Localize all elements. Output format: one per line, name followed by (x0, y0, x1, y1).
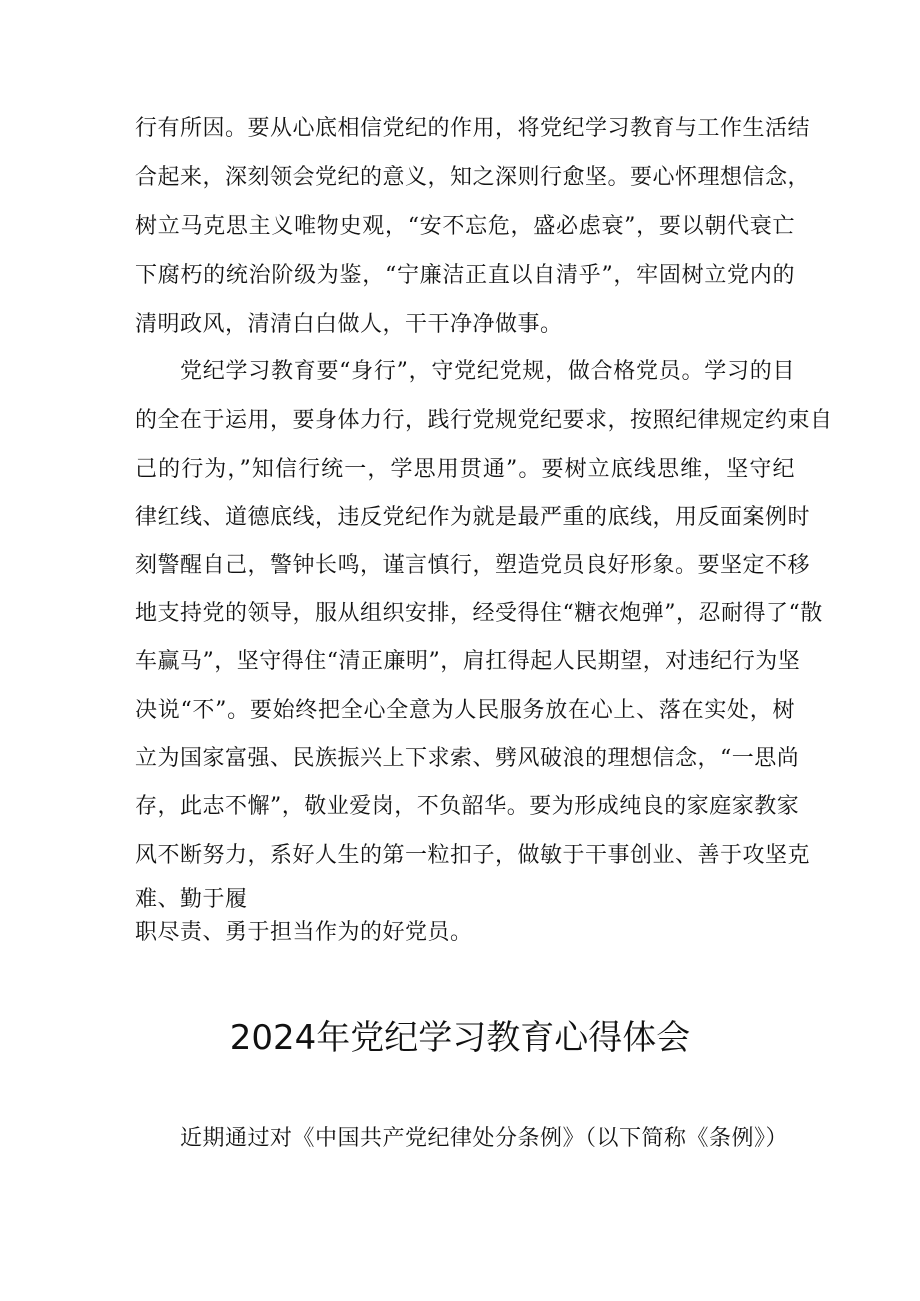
text-line: 立为国家富强、民族振兴上下求索、劈风破浪的理想信念，“一思尚 (135, 746, 800, 771)
text-line: 树立马克思主义唯物史观，“安不忘危，盛必虑衰”，要以朝代衰亡 (135, 214, 795, 239)
text-line: 决说“不”。要始终把全心全意为人民服务放在心上、落在实处，树 (135, 698, 795, 723)
text-line: 刻警醒自己，警钟长鸣，谨言慎行，塑造党员良好形象。要坚定不移 (135, 553, 811, 578)
article-title: 2024年党纪学习教育心得体会 (229, 1018, 691, 1058)
text-line: 行有所因。要从心底相信党纪的作用，将党纪学习教育与工作生活结 (135, 116, 811, 141)
text-line: 党纪学习教育要“身行”，守党纪党规，做合格党员。学习的目 (180, 359, 795, 384)
text-line: 地支持党的领导，服从组织安排，经受得住“糖衣炮弹”，忍耐得了“散 (135, 601, 823, 626)
text-line: 合起来，深刻领会党纪的意义，知之深则行愈坚。要心怀理想信念， (135, 165, 811, 190)
text-line: 律红线、道德底线，违反党纪作为就是最严重的底线，用反面案例时 (135, 505, 811, 530)
text-line: 难、勤于履 (135, 887, 248, 912)
text-line: 风不断努力，系好人生的第一粒扣子，做敏于干事创业、善于攻坚克 (135, 843, 811, 868)
text-line: 己的行为，”知信行统一，学思用贯通”。要树立底线思维，坚守纪 (135, 457, 795, 482)
text-line: 的全在于运用，要身体力行，践行党规党纪要求，按照纪律规定约束自 (135, 408, 833, 433)
text-line: 职尽责、勇于担当作为的好党员。 (135, 920, 473, 945)
text-line: 存，此志不懈”，敬业爱岗，不负韶华。要为形成纯良的家庭家教家 (135, 794, 800, 819)
text-line: 下腐朽的统治阶级为鉴，“宁廉洁正直以自清乎”，牢固树立党内的 (135, 263, 795, 288)
text-line: 近期通过对《中国共产党纪律处分条例》（以下简称《条例》） (180, 1126, 789, 1151)
text-line: 车赢马”，坚守得住“清正廉明”，肩扛得起人民期望，对违纪行为坚 (135, 649, 801, 674)
text-line: 清明政风，清清白白做人，干干净净做事。 (135, 312, 563, 337)
